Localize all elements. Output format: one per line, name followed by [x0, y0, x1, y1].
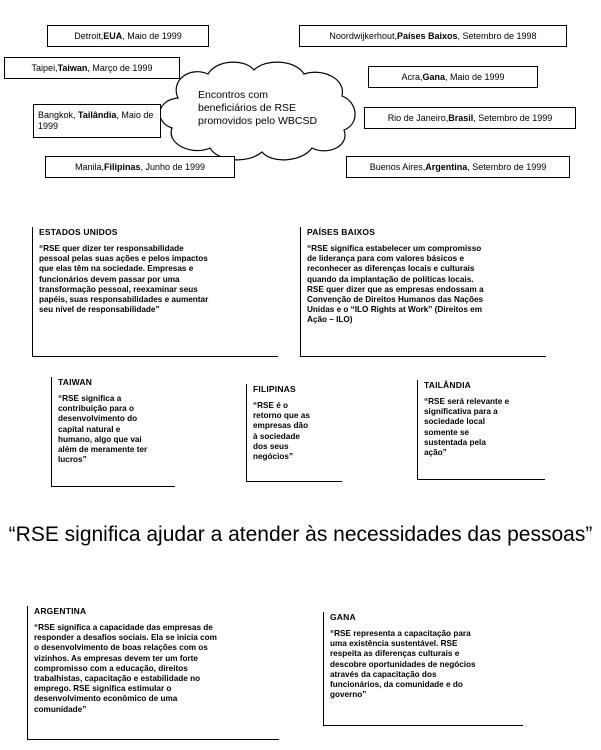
- quote-line: responder a desafios sociais. Ela se inicia com: [34, 633, 217, 643]
- quote-estados-unidos: [32, 227, 278, 357]
- quote-line: descobre oportunidades de negócios: [330, 659, 476, 669]
- meeting-country: Argentina: [425, 161, 468, 172]
- quote-line: dos seus: [253, 441, 289, 451]
- meeting-city: Bangkok,: [38, 110, 79, 120]
- meeting-city: Taipei,: [31, 62, 58, 73]
- quote-line: “RSE quer dizer ter responsabilidade: [39, 244, 184, 253]
- quote-line: significativa para a: [424, 407, 498, 417]
- quote-line: desenvolvimento econômico de uma: [34, 694, 178, 704]
- quote-line: humano, algo que vai: [58, 434, 142, 444]
- quote-line: o desenvolvimento de boas relações com os: [34, 643, 208, 653]
- meeting-date: , Maio de 1999: [444, 71, 505, 82]
- quote-line: contribuição para o: [58, 404, 134, 414]
- meeting-country: Países Baixos: [396, 30, 458, 41]
- quote-body: [424, 397, 545, 458]
- quote-body: [58, 394, 175, 465]
- quote-tailandia: [417, 380, 545, 480]
- quote-line: Convenção de Direitos Humanos das Nações: [307, 295, 484, 305]
- quote-line: RSE quer dizer que as empresas endossam a: [307, 284, 484, 294]
- quote-filipinas: [246, 384, 342, 482]
- meeting-noordwijkerhout: [299, 25, 567, 47]
- quote-line: através da capacitação dos: [330, 669, 437, 679]
- quote-line: trabalhistas, capacitação e estabilidade no: [34, 674, 201, 684]
- quote-line: lucros”: [58, 455, 87, 465]
- meeting-city: Manila,: [74, 161, 104, 172]
- quote-heading: TAILÂNDIA: [424, 380, 471, 390]
- meeting-date: , Junho de 1999: [140, 161, 206, 172]
- quote-line: “RSE significa estabelecer um compromisso: [307, 244, 482, 253]
- quote-line: além de meramente ter: [58, 445, 148, 455]
- quote-body: [39, 244, 278, 315]
- meeting-date: , Março de 1999: [87, 62, 153, 73]
- meeting-city: Buenos Aires,: [369, 161, 426, 172]
- meeting-date: , Setembro de 1999: [467, 161, 547, 172]
- quote-line: de liderança para com valores básicos e: [307, 254, 465, 264]
- quote-body: [34, 623, 279, 715]
- quote-heading: TAIWAN: [58, 377, 93, 387]
- quote-line: reconhecer as diferenças locais e culturais: [307, 264, 475, 274]
- meeting-taipei: [4, 57, 180, 79]
- quote-line: ação”: [424, 448, 447, 458]
- meeting-date: , Maio de 1999: [122, 30, 182, 41]
- quote-heading: PAÍSES BAIXOS: [307, 227, 376, 237]
- quote-line: sociedade local: [424, 417, 485, 427]
- quote-taiwan: [51, 377, 175, 487]
- quote-line: Unidas e o “ILO Rights at Work” (Direitos em: [307, 305, 482, 315]
- quote-body: [330, 629, 523, 700]
- quote-line: Ação – ILO): [307, 315, 353, 325]
- quote-line: pessoal pelas suas ações e pelos impactos: [39, 254, 208, 264]
- quote-heading: FILIPINAS: [253, 384, 296, 394]
- quote-argentina: [27, 606, 279, 740]
- quote-line: respeita as diferenças culturais e: [330, 649, 460, 659]
- quote-line: somente se: [424, 427, 470, 437]
- quote-line: funcionários devem passar por uma: [39, 274, 180, 284]
- meeting-city: Noordwijkerhout,: [329, 30, 397, 41]
- meeting-bangkok: [33, 104, 161, 138]
- quote-line: capital natural e: [58, 424, 121, 434]
- meeting-country: Filipinas: [103, 161, 141, 172]
- quote-paises-baixos: [300, 227, 546, 357]
- meeting-acra: [368, 66, 538, 88]
- central-quote: “RSE significa ajudar a atender às necessidades das pessoas”: [8, 523, 593, 546]
- quote-line: sustentada pela: [424, 437, 486, 447]
- quote-line: governo”: [330, 690, 367, 700]
- cloud-label: Encontros com beneficiários de RSE promovidos pelo WBCSD: [198, 89, 318, 127]
- quote-line: uma existência sustentável. RSE: [330, 639, 458, 649]
- quote-line: papéis, suas responsabilidades e aumentar: [39, 295, 209, 305]
- quote-line: “RSE representa a capacitação para: [330, 629, 471, 638]
- quote-line: que elas têm na sociedade. Empresas e: [39, 264, 194, 274]
- quote-line: “RSE será relevante e: [424, 397, 510, 406]
- quote-heading: ARGENTINA: [34, 606, 87, 616]
- quote-line: compromisso com a educação, direitos: [34, 663, 188, 673]
- quote-line: transformação pessoal, reexaminar seus: [39, 284, 198, 294]
- quote-body: [253, 401, 342, 462]
- meeting-rio: [364, 107, 576, 129]
- quote-line: à sociedade: [253, 431, 300, 441]
- quote-line: funcionários, da comunidade e do: [330, 680, 463, 690]
- quote-heading: ESTADOS UNIDOS: [39, 227, 118, 237]
- quote-line: empresas dão: [253, 421, 309, 431]
- quote-line: “RSE significa a: [58, 394, 122, 403]
- meeting-country: Gana: [422, 71, 445, 82]
- quote-heading: GANA: [330, 612, 356, 622]
- meeting-city: Acra,: [401, 71, 423, 82]
- meeting-country: Taiwan: [57, 62, 88, 73]
- meeting-buenos-aires: [346, 156, 570, 178]
- meeting-country: Brasil: [448, 112, 474, 123]
- meeting-country: EUA: [103, 30, 123, 41]
- meeting-city: Rio de Janeiro,: [387, 112, 449, 123]
- quote-line: seu nível de responsabilidade”: [39, 305, 160, 315]
- quote-line: “RSE é o: [253, 401, 289, 410]
- quote-line: emprego. RSE significa estimular o: [34, 684, 172, 694]
- quote-line: “RSE significa a capacidade das empresas de: [34, 623, 213, 632]
- quote-gana: [323, 612, 523, 726]
- quote-line: negócios”: [253, 452, 294, 462]
- quote-body: [307, 244, 546, 326]
- meeting-country: Tailândia: [78, 110, 117, 120]
- quote-line: quando da implantação de políticas locais.: [307, 274, 474, 284]
- quote-line: comunidade”: [34, 704, 87, 714]
- meeting-city: Detroit,: [74, 30, 104, 41]
- meeting-detroit: [47, 25, 209, 47]
- meeting-date: , Maio de 1999: [38, 110, 154, 131]
- meeting-date: , Setembro de 1998: [457, 30, 537, 41]
- quote-line: vizinhos. As empresas devem ter um forte: [34, 653, 198, 663]
- quote-line: desenvolvimento do: [58, 414, 138, 424]
- meeting-date: , Setembro de 1999: [473, 112, 553, 123]
- quote-line: retorno que as: [253, 411, 310, 421]
- meeting-manila: [45, 156, 235, 178]
